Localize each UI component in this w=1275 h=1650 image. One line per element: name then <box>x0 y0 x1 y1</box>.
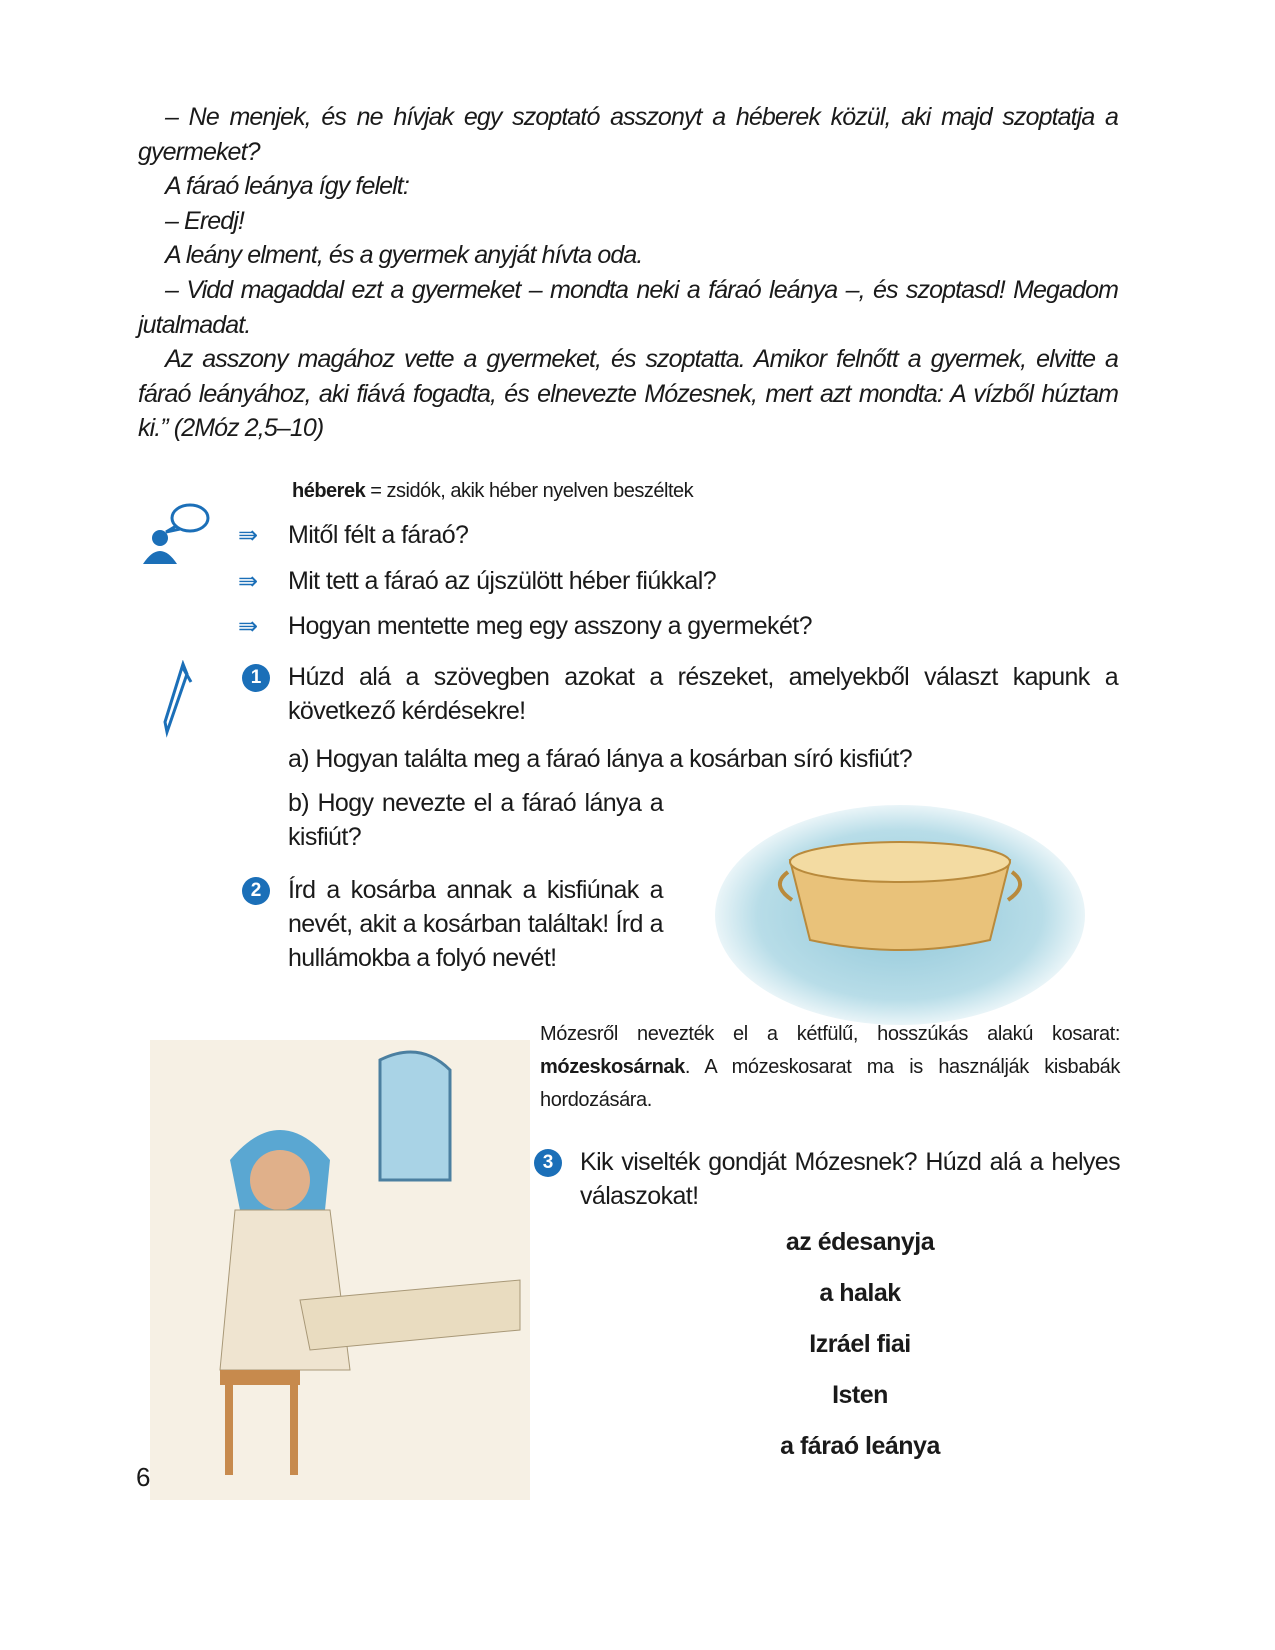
task-number-badge: 1 <box>242 664 270 692</box>
answer-option: az édesanyja <box>785 1228 935 1256</box>
double-arrow-icon: ⇛ <box>238 613 258 640</box>
discussion-question: ⇛ Mitől félt a fáraó? <box>238 521 469 549</box>
answer-option: a halak <box>819 1279 901 1307</box>
story-line: Az asszony magához vette a gyermeket, és szoptatta. Amikor felnőtt a gyermek, elvitte a fáraó leányához, aki fiává fogadta, és elnevezte Mózesnek, mert azt mondta: A vízből húztam ki.” (2Móz 2,5–10) <box>138 345 1118 443</box>
task-number-badge: 2 <box>242 877 270 905</box>
bible-story-text <box>138 100 1118 446</box>
task-text: Kik viselték gondját Mózesnek? Húzd alá a helyes válaszokat! <box>580 1148 1120 1210</box>
glossary-definition: = zsidók, akik héber nyelven beszéltek <box>365 480 694 502</box>
story-line: – Eredj! <box>165 206 244 235</box>
glossary-note <box>292 480 693 503</box>
story-line: – Ne menjek, és ne hívjak egy szoptató asszonyt a héberek közül, aki majd szoptatja a gyermeket? <box>138 103 1118 166</box>
story-line: A fáraó leánya így felelt: <box>165 172 409 201</box>
task-subquestion-a: a) Hogyan találta meg a fáraó lánya a kosárban síró kisfiút? <box>288 745 913 773</box>
task-2 <box>250 873 663 975</box>
glossary-term: héberek <box>292 480 366 502</box>
speaking-person-icon <box>140 500 212 570</box>
task-text: Húzd alá a szövegben azokat a részeket, amelyekből választ kapunk a következő kérdésekre! <box>288 663 1118 725</box>
pen-icon <box>155 660 195 740</box>
discussion-question: ⇛ Hogyan mentette meg egy asszony a gyermekét? <box>238 612 812 640</box>
answer-option: a fáraó leánya <box>780 1432 940 1460</box>
basket-illustration <box>700 800 1100 1040</box>
task-text: Írd a kosárba annak a kisfiúnak a nevét, akit a kosárban találtak! Írd a hullámokba a folyó nevét! <box>288 876 663 972</box>
task-3 <box>542 1145 1120 1213</box>
woman-illustration <box>150 1040 530 1500</box>
story-line: A leány elment, és a gyermek anyját hívta oda. <box>165 241 643 270</box>
answer-option: Isten <box>832 1381 888 1409</box>
double-arrow-icon: ⇛ <box>238 568 258 595</box>
answer-option: Izráel fiai <box>809 1330 911 1358</box>
task-subquestion-b: b) Hogy nevezte el a fáraó lánya a kisfiút? <box>288 789 663 851</box>
page-number: 6 <box>136 1462 151 1492</box>
story-line: – Vidd magaddal ezt a gyermeket – mondta neki a fáraó leánya –, és szoptasd! Megadom jutalmadat. <box>138 275 1118 339</box>
discussion-question: ⇛ Mit tett a fáraó az újszülött héber fiúkkal? <box>238 567 716 595</box>
basket-note: Mózesről nevezték el a kétfülű, hosszúkás alakú kosarat: mózeskosárnak. A mózeskosarat ma is használják kisbabák hordozására. <box>540 1023 1120 1111</box>
task-number-badge: 3 <box>534 1149 562 1177</box>
double-arrow-icon: ⇛ <box>238 522 258 549</box>
